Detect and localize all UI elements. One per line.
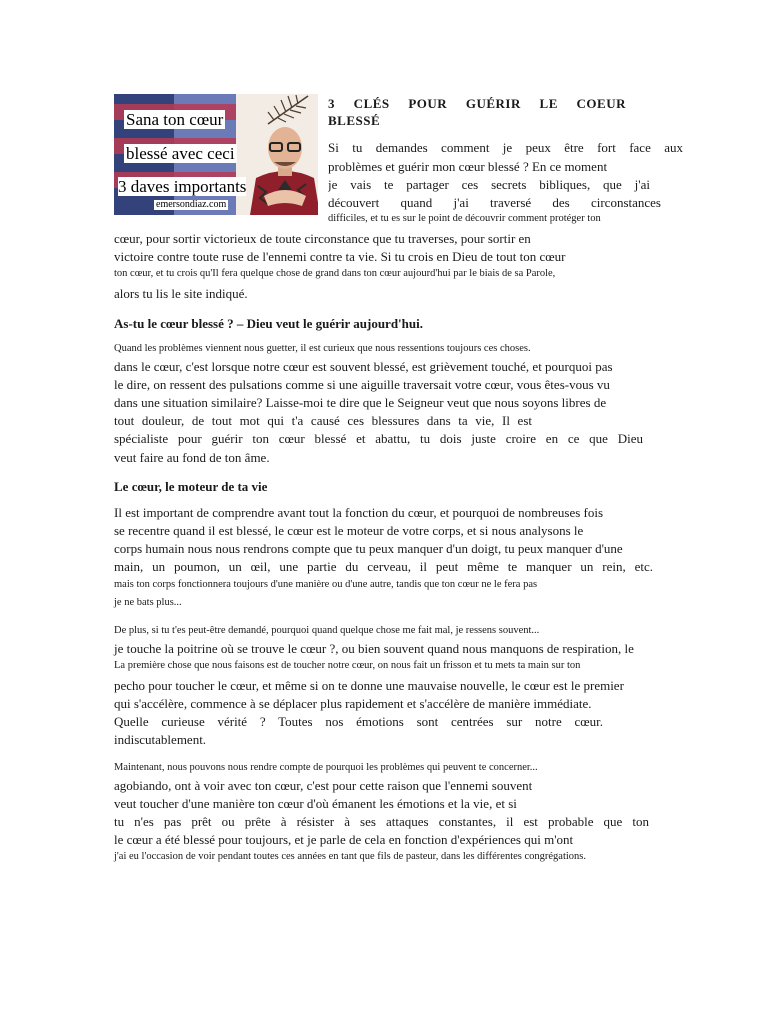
section4-line-2: agobiando, ont à voir avec ton cœur, c'est pour cette raison que l'ennemi souvent (114, 778, 533, 793)
image-caption-line3 (116, 177, 248, 196)
section2-line-3: corps humain nous nous rendrons compte que tu peux manquer d'un doigt, tu peux manquer d'une (114, 541, 623, 556)
intro-line-2: problèmes et guérir mon cœur blessé ? En ce moment (328, 159, 608, 174)
image-caption-line1: Sana ton cœur (126, 110, 224, 129)
section1-line-1: Quand les problèmes viennent nous guetter, il est curieux que nous ressentions toujours ces choses. (114, 343, 531, 354)
article-title-line2: BLESSÉ (328, 113, 381, 128)
intro-line-7: victoire contre toute ruse de l'ennemi contre ta vie. Si tu crois en Dieu de tout ton cœur (114, 249, 566, 264)
section3-line-6: Quelle curieuse vérité ? Toutes nos émotions sont centrées sur notre cœur. (114, 714, 603, 729)
section4-line-3: veut toucher d'une manière ton cœur d'où émanent les émotions et la vie, et si (114, 796, 517, 811)
section3-line-4: pecho pour toucher le cœur, et même si on te donne une mauvaise nouvelle, le cœur est le premier (114, 678, 624, 693)
intro-line-9: alors tu lis le site indiqué. (114, 286, 248, 301)
intro-line-1: Si tu demandes comment je peux être fort face aux (328, 140, 683, 155)
section1-line-2: dans le cœur, c'est lorsque notre cœur est souvent blessé, est grièvement touché, et pourquoi pas (114, 359, 613, 374)
section4-line-4: tu n'es pas prêt ou prête à résister à ses attaques constantes, il est probable que ton (114, 814, 649, 829)
image-caption-line2: blessé avec ceci (126, 144, 235, 163)
section1-line-6: spécialiste pour guérir ton cœur blessé et abattu, tu dois juste croire en ce que Dieu (114, 431, 643, 446)
intro-line-4: découvert quand j'ai traversé des circonstances (328, 195, 661, 210)
section2-line-5: mais ton corps fonctionnera toujours d'une manière ou d'une autre, tandis que ton cœur ne le fera pas (114, 579, 538, 590)
section3-line-2: je touche la poitrine où se trouve le cœur ?, ou bien souvent quand nous manquons de respiration, le (114, 641, 634, 656)
section1-line-3: le dire, on ressent des pulsations comme si une aiguille traversait votre cœur, vous êtes-vous vu (114, 377, 610, 392)
section4-line-6: j'ai eu l'occasion de voir pendant toutes ces années en tant que fils de pasteur, dans les différentes congrégations. (114, 851, 587, 862)
image-caption-line3-text: 3 daves importants (118, 177, 247, 196)
pastor-photo-icon (250, 116, 318, 215)
image-site-url: emersondiaz.com (156, 199, 227, 210)
section-heading-heart-engine: Le cœur, le moteur de ta vie (114, 479, 268, 494)
section4-line-5: le cœur a été blessé pour toujours, et je parle de cela en fonction d'expériences qui m'ont (114, 832, 574, 847)
intro-line-6: cœur, pour sortir victorieux de toute circonstance que tu traverses, pour sortir en (114, 231, 531, 246)
section2-line-1: Il est important de comprendre avant tout la fonction du cœur, et pourquoi de nombreuses fois (114, 505, 604, 520)
section2-line-6: je ne bats plus... (114, 597, 182, 608)
section1-line-5: tout douleur, de tout mot qui t'a causé ces blessures dans ta vie, Il est (114, 413, 532, 428)
section2-line-4: main, un poumon, un œil, une partie du cerveau, il peut même te manquer un rein, etc. (114, 559, 653, 574)
article-title (328, 95, 626, 129)
section2-line-2: se recentre quand il est blessé, le cœur est le moteur de votre corps, et si nous analysons le (114, 523, 584, 538)
intro-line-5: difficiles, et tu es sur le point de découvrir comment protéger ton (328, 213, 601, 224)
section3-line-7: indiscutablement. (114, 732, 207, 747)
section3-line-1: De plus, si tu t'es peut-être demandé, pourquoi quand quelque chose me fait mal, je ressens souvent... (114, 625, 540, 636)
section3-line-5: qui s'accélère, commence à se déplacer plus rapidement et s'accélère de manière immédiate. (114, 696, 592, 711)
featured-image (114, 94, 318, 215)
section4-line-1: Maintenant, nous pouvons nous rendre compte de pourquoi les problèmes qui peuvent te concerner... (114, 762, 538, 773)
section3-line-3: La première chose que nous faisons est de toucher notre cœur, on nous fait un frisson et tu mets ta main sur ton (114, 660, 581, 671)
section1-line-4: dans une situation similaire? Laisse-moi te dire que le Seigneur veut que nous soyons libres de (114, 395, 607, 410)
intro-line-8: ton cœur, et tu crois qu'Il fera quelque chose de grand dans ton cœur aujourd'hui par le biais de sa Parole, (114, 268, 556, 279)
section1-line-7: veut faire au fond de ton âme. (114, 450, 270, 465)
article-title-line1: 3 CLÉS POUR GUÉRIR LE COEUR (328, 96, 626, 111)
intro-line-3: je vais te partager ces secrets bibliques, que j'ai (328, 177, 650, 192)
section-heading-wounded-heart: As-tu le cœur blessé ? – Dieu veut le guérir aujourd'hui. (114, 316, 423, 331)
